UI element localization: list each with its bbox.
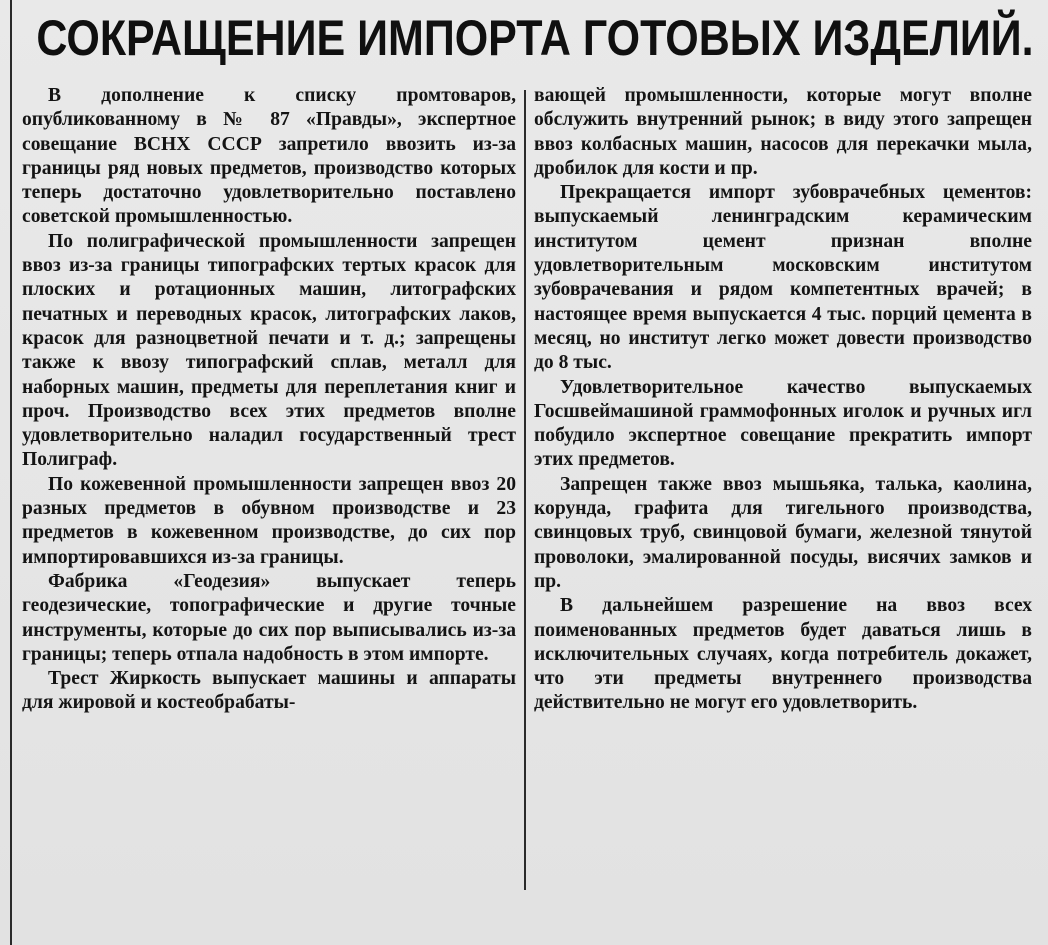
right-column xyxy=(534,84,1032,716)
paragraph: Трест Жиркость выпускает машины и аппараты для жировой и костеобрабаты- xyxy=(22,668,516,714)
paragraph: Фабрика «Геодезия» выпускает теперь геодезические, топографические и другие точные инструменты, которые до сих пор выписывались из-за границы; теперь отпала надобность в этом импорте. xyxy=(22,570,516,665)
page-edge-rule xyxy=(10,0,12,945)
paragraph: Запрещен также ввоз мышьяка, талька, каолина, корунда, графита для тигельного производства, свинцовых труб, свинцовой бумаги, железной тянутой проволоки, эмалированной посуды, висячих замков и пр. xyxy=(534,473,1032,592)
paragraph: Удовлетворительное качество выпускаемых Госшвеймашиной граммофонных иголок и ручных игл побудило экспертное совещание прекратить импорт этих предметов. xyxy=(534,376,1032,471)
paragraph: Прекращается импорт зубоврачебных цементов: выпускаемый ленинградским керамическим институтом цемент признан вполне удовлетворительным московским институтом зубоврачевания и рядом компетентных врачей; в настоящее время выпускается 4 тыс. порций цемента в месяц, но институт легко может довести производство до 8 тыс. xyxy=(534,182,1032,374)
left-column xyxy=(22,84,516,716)
paragraph: В дальнейшем разрешение на ввоз всех поименованных предметов будет даваться лишь в исключительных случаях, когда потребитель докажет, что эти предметы внутреннего производства действительно не могут его удовлетворить. xyxy=(534,595,1032,714)
paragraph: вающей промышленности, которые могут вполне обслужить внутренний рынок; в виду этого запрещен ввоз колбасных машин, насосов для перекачки мыла, дробилок для кости и пр. xyxy=(534,85,1032,179)
article-title: СОКРАЩЕНИЕ ИМПОРТА ГОТОВЫХ ИЗДЕЛИЙ. xyxy=(36,10,1034,66)
paragraph: В дополнение к списку промтоваров, опубликованному в № 87 «Правды», экспертное совещание ВСНХ СССР запретило ввозить из-за границы ряд новых предметов, производство которых теперь достаточно удовлетворительно поставлено советской промышленностью. xyxy=(22,85,516,228)
column-divider xyxy=(524,90,526,890)
paragraph: По полиграфической промышленности запрещен ввоз из-за границы типографских тертых красок для плоских и ротационных машин, литографских печатных и переводных красок, литографских лаков, красок для разноцветной печати и т. д.; запрещены также к ввозу типографский сплав, металл для наборных машин, предметы для переплетания книг и проч. Производство всех этих предметов вполне удовлетворительно наладил государственный трест Полиграф. xyxy=(22,230,516,471)
paragraph: По кожевенной промышленности запрещен ввоз 20 разных предметов в обувном производстве и 23 предметов в кожевенном производстве, до сих пор импортировавшихся из-за границы. xyxy=(22,473,516,568)
